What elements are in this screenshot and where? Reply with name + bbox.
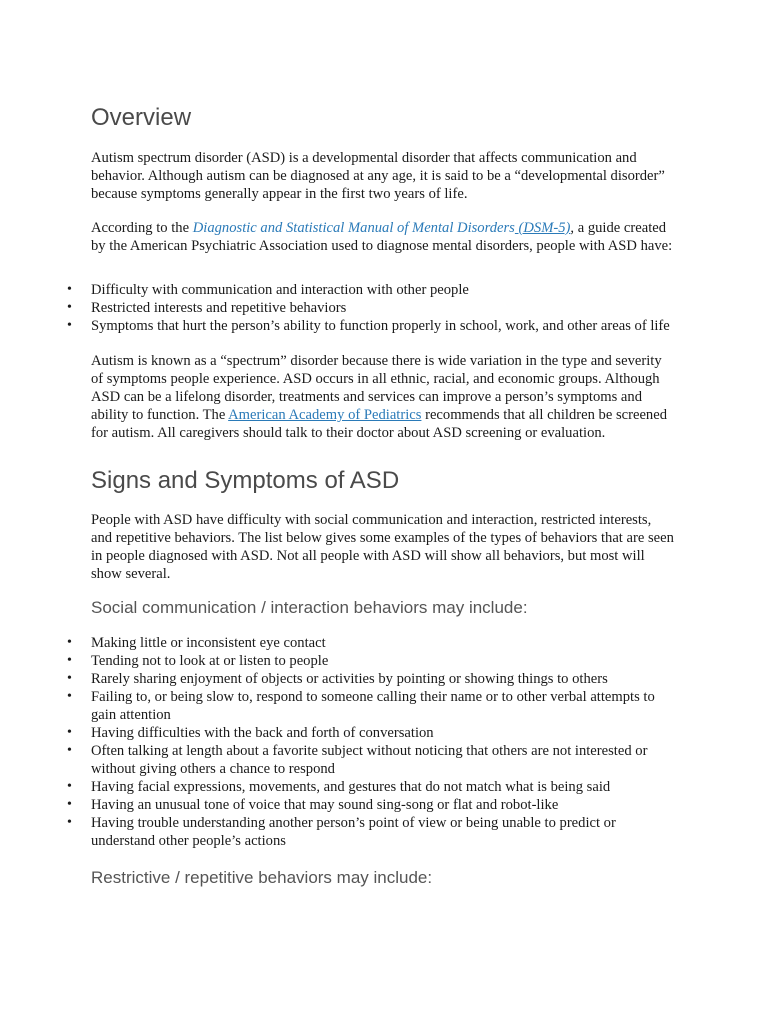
list-item: • Often talking at length about a favorite subject without noticing that others are not interested or without giving others a chance to respond <box>91 742 674 778</box>
asd-criteria-list <box>91 281 674 335</box>
list-item: • Having difficulties with the back and forth of conversation <box>91 724 674 742</box>
overview-p3-intro: Autism is known as a “spectrum” disorder because there is wide variation in the type and severity of symptoms people experience. ASD occurs in all ethnic, racial, and economic groups. Although ASD can be a lifelong disorder, treatments and services can improve a person’s symptoms and ability to function. The <box>91 353 662 423</box>
restrictive-behaviors-heading: Restrictive / repetitive behaviors may include: <box>91 868 433 887</box>
overview-p2-intro: According to the <box>91 220 193 236</box>
signs-heading: Signs and Symptoms of ASD <box>91 467 400 494</box>
aap-link[interactable]: American Academy of Pediatrics <box>228 407 422 423</box>
overview-p3-rest: recommends that all children be screened for autism. All caregivers should talk to their doctor about ASD screening or evaluation. <box>91 407 667 441</box>
social-behaviors-list <box>91 634 674 850</box>
overview-p2-rest: , a guide created by the American Psychiatric Association used to diagnose mental disorders, people with ASD have: <box>91 220 673 254</box>
list-item: • Having facial expressions, movements, and gestures that do not match what is being said <box>91 778 674 796</box>
dsm-link[interactable] <box>193 220 571 236</box>
social-behaviors-heading: Social communication / interaction behaviors may include: <box>91 598 528 617</box>
list-item: • Symptoms that hurt the person’s ability to function properly in school, work, and other areas of life <box>91 317 674 335</box>
list-item: • Rarely sharing enjoyment of objects or activities by pointing or showing things to others <box>91 670 674 688</box>
list-item: • Failing to, or being slow to, respond to someone calling their name or to other verbal attempts to gain attention <box>91 688 674 724</box>
overview-paragraph-3 <box>91 352 674 442</box>
list-item: • Difficulty with communication and interaction with other people <box>91 281 674 299</box>
list-item: • Making little or inconsistent eye contact <box>91 634 674 652</box>
list-item: • Having trouble understanding another person’s point of view or being unable to predict or understand other people’s actions <box>91 814 674 850</box>
dsm-link-abbr: (DSM-5) <box>514 220 571 236</box>
list-item: • Tending not to look at or listen to people <box>91 652 674 670</box>
overview-paragraph-1: Autism spectrum disorder (ASD) is a developmental disorder that affects communication and behavior. Although autism can be diagnosed at any age, it is said to be a “developmental disorder” because symptoms generally appear in the first two years of life. <box>91 150 665 202</box>
list-item: • Restricted interests and repetitive behaviors <box>91 299 674 317</box>
overview-paragraph-2 <box>91 219 674 255</box>
list-item: • Having an unusual tone of voice that may sound sing-song or flat and robot-like <box>91 796 674 814</box>
dsm-link-title: Diagnostic and Statistical Manual of Mental Disorders <box>192 220 515 236</box>
overview-heading: Overview <box>91 104 192 131</box>
signs-paragraph-1: People with ASD have difficulty with social communication and interaction, restricted interests, and repetitive behaviors. The list below gives some examples of the types of behaviors that are seen in people diagnosed with ASD. Not all people with ASD will show all behaviors, but most will show several. <box>91 512 674 582</box>
